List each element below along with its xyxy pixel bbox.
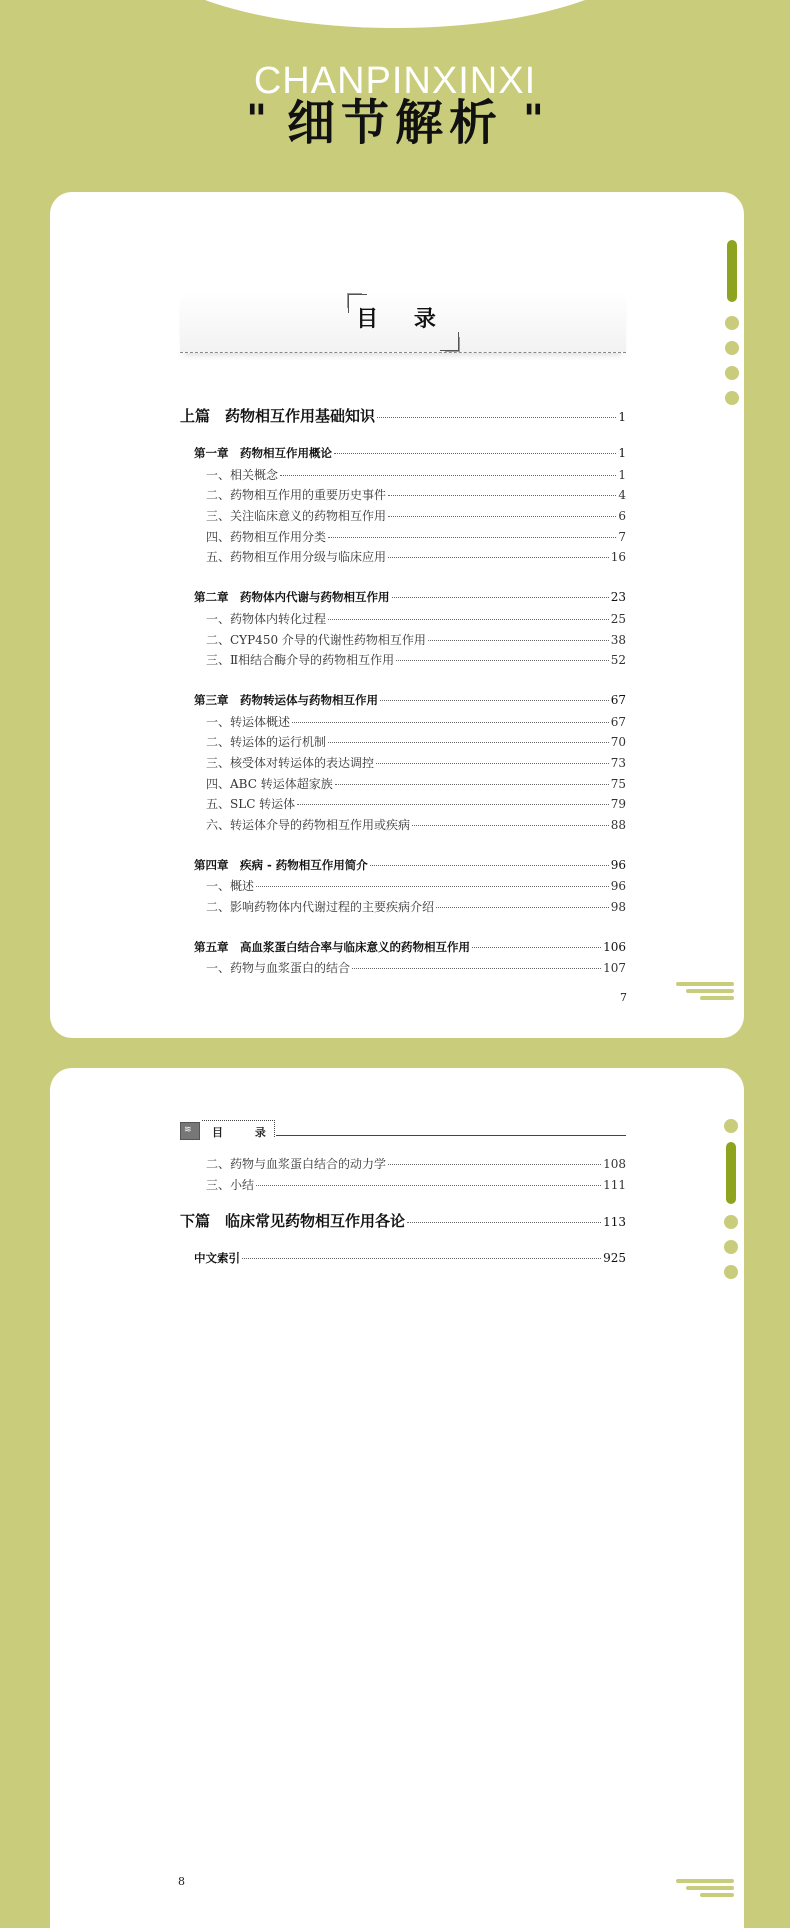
header-title-text: 细节解析 xyxy=(286,95,503,151)
stripe-decoration xyxy=(676,1879,736,1899)
toc-entry-section: 六、转运体介导的药物相互作用或疾病 88 xyxy=(206,818,626,832)
toc-entry-chapter: 第二章 药物体内代谢与药物相互作用 23 xyxy=(194,590,626,605)
book-icon: ≋ xyxy=(180,1122,200,1140)
toc-entry-section: 四、ABC 转运体超家族 75 xyxy=(206,776,626,791)
header-subtitle: CHANPINXINXI xyxy=(253,60,537,102)
page-indicator-active xyxy=(727,240,737,302)
toc-entry-section: 三、关注临床意义的药物相互作用 6 xyxy=(206,509,626,524)
toc-list-page1 xyxy=(180,405,626,980)
top-arc-decoration xyxy=(140,0,650,28)
toc-entry-chapter: 第四章 疾病 - 药物相互作用简介 96 xyxy=(194,857,626,872)
page-number: 8 xyxy=(178,1875,185,1888)
toc-list-page2 xyxy=(180,1155,626,1271)
running-head-title: 目 录 xyxy=(212,1126,280,1139)
quote-close: " xyxy=(523,97,544,143)
toc-entry-section: 三、小结 111 xyxy=(206,1177,626,1192)
running-head xyxy=(180,1122,626,1142)
toc-entry-section: 一、概述 96 xyxy=(206,879,626,894)
toc-entry-section: 五、SLC 转运体 79 xyxy=(206,797,626,812)
toc-entry-section: 一、相关概念 1 xyxy=(206,467,626,482)
header-title xyxy=(0,84,790,153)
toc-page-card-1 xyxy=(50,192,744,1038)
page-number: 7 xyxy=(620,991,627,1004)
page-indicator-dot xyxy=(724,1240,738,1254)
toc-entry-chapter: 第一章 药物相互作用概论 1 xyxy=(194,446,626,460)
toc-entry-section: 三、核受体对转运体的表达调控 73 xyxy=(206,755,626,770)
toc-entry-part: 下篇 临床常见药物相互作用各论 113 xyxy=(180,1212,626,1231)
toc-entry-section: 一、药物体内转化过程 25 xyxy=(206,611,626,626)
toc-entry-index: 中文索引 925 xyxy=(194,1251,626,1266)
stripe-decoration xyxy=(676,982,736,1002)
toc-entry-section: 二、CYP450 介导的代谢性药物相互作用 38 xyxy=(206,632,626,647)
toc-entry-section: 五、药物相互作用分级与临床应用 16 xyxy=(206,550,626,565)
quote-open: " xyxy=(246,97,267,143)
corner-bracket-icon xyxy=(440,332,459,351)
toc-entry-section: 二、药物与血浆蛋白结合的动力学 108 xyxy=(206,1157,626,1171)
toc-entry-section: 一、药物与血浆蛋白的结合 107 xyxy=(206,961,626,976)
page-indicator-dot xyxy=(725,341,739,355)
page-indicator-dot xyxy=(724,1265,738,1279)
page-indicator xyxy=(725,240,739,405)
page-indicator-active xyxy=(726,1142,736,1204)
toc-entry-section: 三、Ⅱ相结合酶介导的药物相互作用 52 xyxy=(206,653,626,668)
toc-entry-section: 二、药物相互作用的重要历史事件 4 xyxy=(206,488,626,503)
toc-entry-part: 上篇 药物相互作用基础知识 1 xyxy=(180,407,626,425)
page-indicator-dot xyxy=(725,366,739,380)
toc-heading: 目 录 xyxy=(356,307,450,332)
toc-page-card-2 xyxy=(50,1068,744,1928)
page-indicator-dot xyxy=(725,316,739,330)
toc-heading-box xyxy=(180,292,626,353)
toc-entry-chapter: 第五章 高血浆蛋白结合率与临床意义的药物相互作用 106 xyxy=(194,939,626,954)
toc-entry-section: 二、转运体的运行机制 70 xyxy=(206,735,626,750)
toc-entry-section: 二、影响药物体内代谢过程的主要疾病介绍 98 xyxy=(206,900,626,915)
page-indicator xyxy=(724,1119,738,1279)
toc-entry-section: 一、转运体概述 67 xyxy=(206,714,626,729)
page-indicator-dot xyxy=(724,1119,738,1133)
toc-entry-chapter: 第三章 药物转运体与药物相互作用 67 xyxy=(194,692,626,707)
page-indicator-dot xyxy=(724,1215,738,1229)
page-indicator-dot xyxy=(725,391,739,405)
toc-entry-section: 四、药物相互作用分类 7 xyxy=(206,529,626,544)
